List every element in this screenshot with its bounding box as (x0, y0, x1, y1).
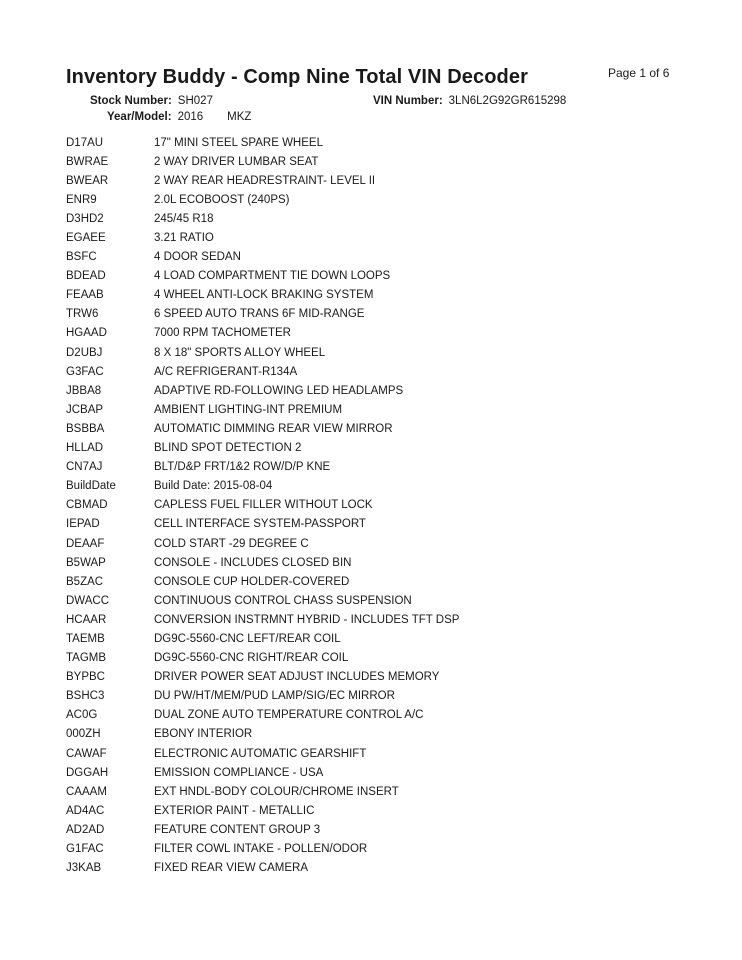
option-description: 2 WAY DRIVER LUMBAR SEAT (154, 155, 319, 168)
stock-number-value: SH027 (177, 95, 213, 107)
option-code: TAGMB (66, 652, 107, 665)
option-row (66, 553, 706, 572)
option-description: FEATURE CONTENT GROUP 3 (154, 823, 321, 836)
option-row (66, 209, 706, 228)
option-row (66, 439, 706, 458)
option-description: 245/45 R18 (154, 212, 214, 225)
option-code: IEPAD (66, 518, 100, 531)
option-code: D2UBJ (66, 346, 103, 359)
option-description: CONTINUOUS CONTROL CHASS SUSPENSION (154, 594, 412, 607)
option-description: ADAPTIVE RD-FOLLOWING LED HEADLAMPS (154, 384, 404, 397)
option-code: TRW6 (66, 308, 99, 321)
option-code: BYPBC (66, 671, 105, 684)
option-code: AC0G (66, 709, 98, 722)
option-row (66, 133, 706, 152)
option-description: DRIVER POWER SEAT ADJUST INCLUDES MEMORY (154, 671, 440, 684)
stock-number (90, 95, 213, 107)
option-code: BWRAE (66, 155, 109, 168)
option-row (66, 782, 706, 801)
option-row (66, 591, 706, 610)
option-description: DU PW/HT/MEM/PUD LAMP/SIG/EC MIRROR (154, 690, 395, 703)
option-description: DUAL ZONE AUTO TEMPERATURE CONTROL A/C (154, 709, 424, 722)
option-description: FILTER COWL INTAKE - POLLEN/ODOR (154, 843, 368, 856)
option-code: DWACC (66, 594, 110, 607)
option-description: EMISSION COMPLIANCE - USA (154, 766, 324, 779)
option-code: D3HD2 (66, 212, 104, 225)
option-row (66, 763, 706, 782)
option-description: CAPLESS FUEL FILLER WITHOUT LOCK (154, 499, 373, 512)
option-code: G3FAC (66, 365, 104, 378)
option-description: AMBIENT LIGHTING-INT PREMIUM (154, 403, 343, 416)
option-row (66, 668, 706, 687)
option-row (66, 248, 706, 267)
option-row (66, 343, 706, 362)
option-code: HGAAD (66, 327, 107, 340)
option-row (66, 706, 706, 725)
option-row (66, 305, 706, 324)
option-row (66, 152, 706, 171)
option-description: FIXED REAR VIEW CAMERA (154, 862, 308, 875)
option-row (66, 515, 706, 534)
option-description: CONSOLE - INCLUDES CLOSED BIN (154, 556, 352, 569)
page-number: Page 1 of 6 (608, 66, 670, 80)
option-row (66, 286, 706, 305)
option-row (66, 687, 706, 706)
option-code-list (66, 133, 706, 878)
option-code: AD4AC (66, 804, 105, 817)
option-row (66, 649, 706, 668)
option-description: COLD START -29 DEGREE C (154, 537, 309, 550)
option-description: CELL INTERFACE SYSTEM-PASSPORT (154, 518, 366, 531)
option-description: CONSOLE CUP HOLDER-COVERED (154, 575, 350, 588)
option-row (66, 400, 706, 419)
option-description: 8 X 18" SPORTS ALLOY WHEEL (154, 346, 326, 359)
option-code: BSBBA (66, 422, 105, 435)
option-code: 000ZH (66, 728, 101, 741)
option-description: BLT/D&P FRT/1&2 ROW/D/P KNE (154, 461, 331, 474)
vin-number-value: 3LN6L2G92GR615298 (448, 95, 567, 107)
option-row (66, 419, 706, 438)
option-code: FEAAB (66, 289, 104, 302)
option-code: ENR9 (66, 193, 97, 206)
option-code: CAAAM (66, 785, 107, 798)
option-code: BSFC (66, 251, 97, 264)
option-row (66, 839, 706, 858)
option-description: EBONY INTERIOR (154, 728, 253, 741)
option-description: BLIND SPOT DETECTION 2 (154, 442, 302, 455)
option-row (66, 496, 706, 515)
option-description: 2 WAY REAR HEADRESTRAINT- LEVEL II (154, 174, 376, 187)
option-row (66, 610, 706, 629)
year-model-label: Year/Model: (107, 111, 172, 123)
option-row (66, 381, 706, 400)
option-code: BuildDate (66, 480, 116, 493)
option-row (66, 458, 706, 477)
option-description: DG9C-5560-CNC LEFT/REAR COIL (154, 632, 341, 645)
option-description: 2.0L ECOBOOST (240PS) (154, 193, 290, 206)
option-code: BSHC3 (66, 690, 105, 703)
option-code: B5WAP (66, 556, 106, 569)
option-description: 3.21 RATIO (154, 232, 214, 245)
option-row (66, 820, 706, 839)
option-code: HLLAD (66, 442, 104, 455)
option-code: DEAAF (66, 537, 105, 550)
option-row (66, 171, 706, 190)
vin-number-label: VIN Number: (373, 95, 443, 107)
option-row (66, 267, 706, 286)
option-row (66, 801, 706, 820)
option-description: 6 SPEED AUTO TRANS 6F MID-RANGE (154, 308, 365, 321)
option-code: DGGAH (66, 766, 109, 779)
option-row (66, 629, 706, 648)
option-description: DG9C-5560-CNC RIGHT/REAR COIL (154, 652, 349, 665)
option-description: AUTOMATIC DIMMING REAR VIEW MIRROR (154, 422, 393, 435)
option-code: D17AU (66, 136, 104, 149)
option-row (66, 744, 706, 763)
option-row (66, 324, 706, 343)
option-row (66, 477, 706, 496)
model-value: MKZ (227, 111, 252, 123)
option-description: 4 DOOR SEDAN (154, 251, 241, 264)
option-code: BDEAD (66, 270, 106, 283)
option-code: EGAEE (66, 232, 106, 245)
option-row (66, 534, 706, 553)
option-row (66, 572, 706, 591)
option-row (66, 190, 706, 209)
option-code: B5ZAC (66, 575, 104, 588)
option-code: G1FAC (66, 843, 104, 856)
option-code: CN7AJ (66, 461, 103, 474)
option-description: 17" MINI STEEL SPARE WHEEL (154, 136, 323, 149)
stock-number-label: Stock Number: (90, 95, 172, 107)
option-description: ELECTRONIC AUTOMATIC GEARSHIFT (154, 747, 367, 760)
option-description: 7000 RPM TACHOMETER (154, 327, 291, 340)
option-code: CAWAF (66, 747, 107, 760)
option-code: CBMAD (66, 499, 108, 512)
option-code: J3KAB (66, 862, 102, 875)
option-code: AD2AD (66, 823, 105, 836)
option-code: JCBAP (66, 403, 104, 416)
document-title: Inventory Buddy - Comp Nine Total VIN Decoder (66, 66, 528, 88)
option-code: JBBA8 (66, 384, 102, 397)
option-code: BWEAR (66, 174, 109, 187)
option-description: EXT HNDL-BODY COLOUR/CHROME INSERT (154, 785, 399, 798)
year-value: 2016 (177, 111, 204, 123)
option-description: EXTERIOR PAINT - METALLIC (154, 804, 315, 817)
year-model (107, 111, 251, 123)
option-code: TAEMB (66, 632, 105, 645)
option-row (66, 725, 706, 744)
option-row (66, 228, 706, 247)
option-code: HCAAR (66, 613, 107, 626)
option-description: CONVERSION INSTRMNT HYBRID - INCLUDES TFT DSP (154, 613, 460, 626)
option-row (66, 859, 706, 878)
option-description: A/C REFRIGERANT-R134A (154, 365, 298, 378)
option-row (66, 362, 706, 381)
vin-number (373, 95, 566, 107)
option-description: 4 LOAD COMPARTMENT TIE DOWN LOOPS (154, 270, 391, 283)
option-description: Build Date: 2015-08-04 (154, 480, 273, 493)
option-description: 4 WHEEL ANTI-LOCK BRAKING SYSTEM (154, 289, 374, 302)
